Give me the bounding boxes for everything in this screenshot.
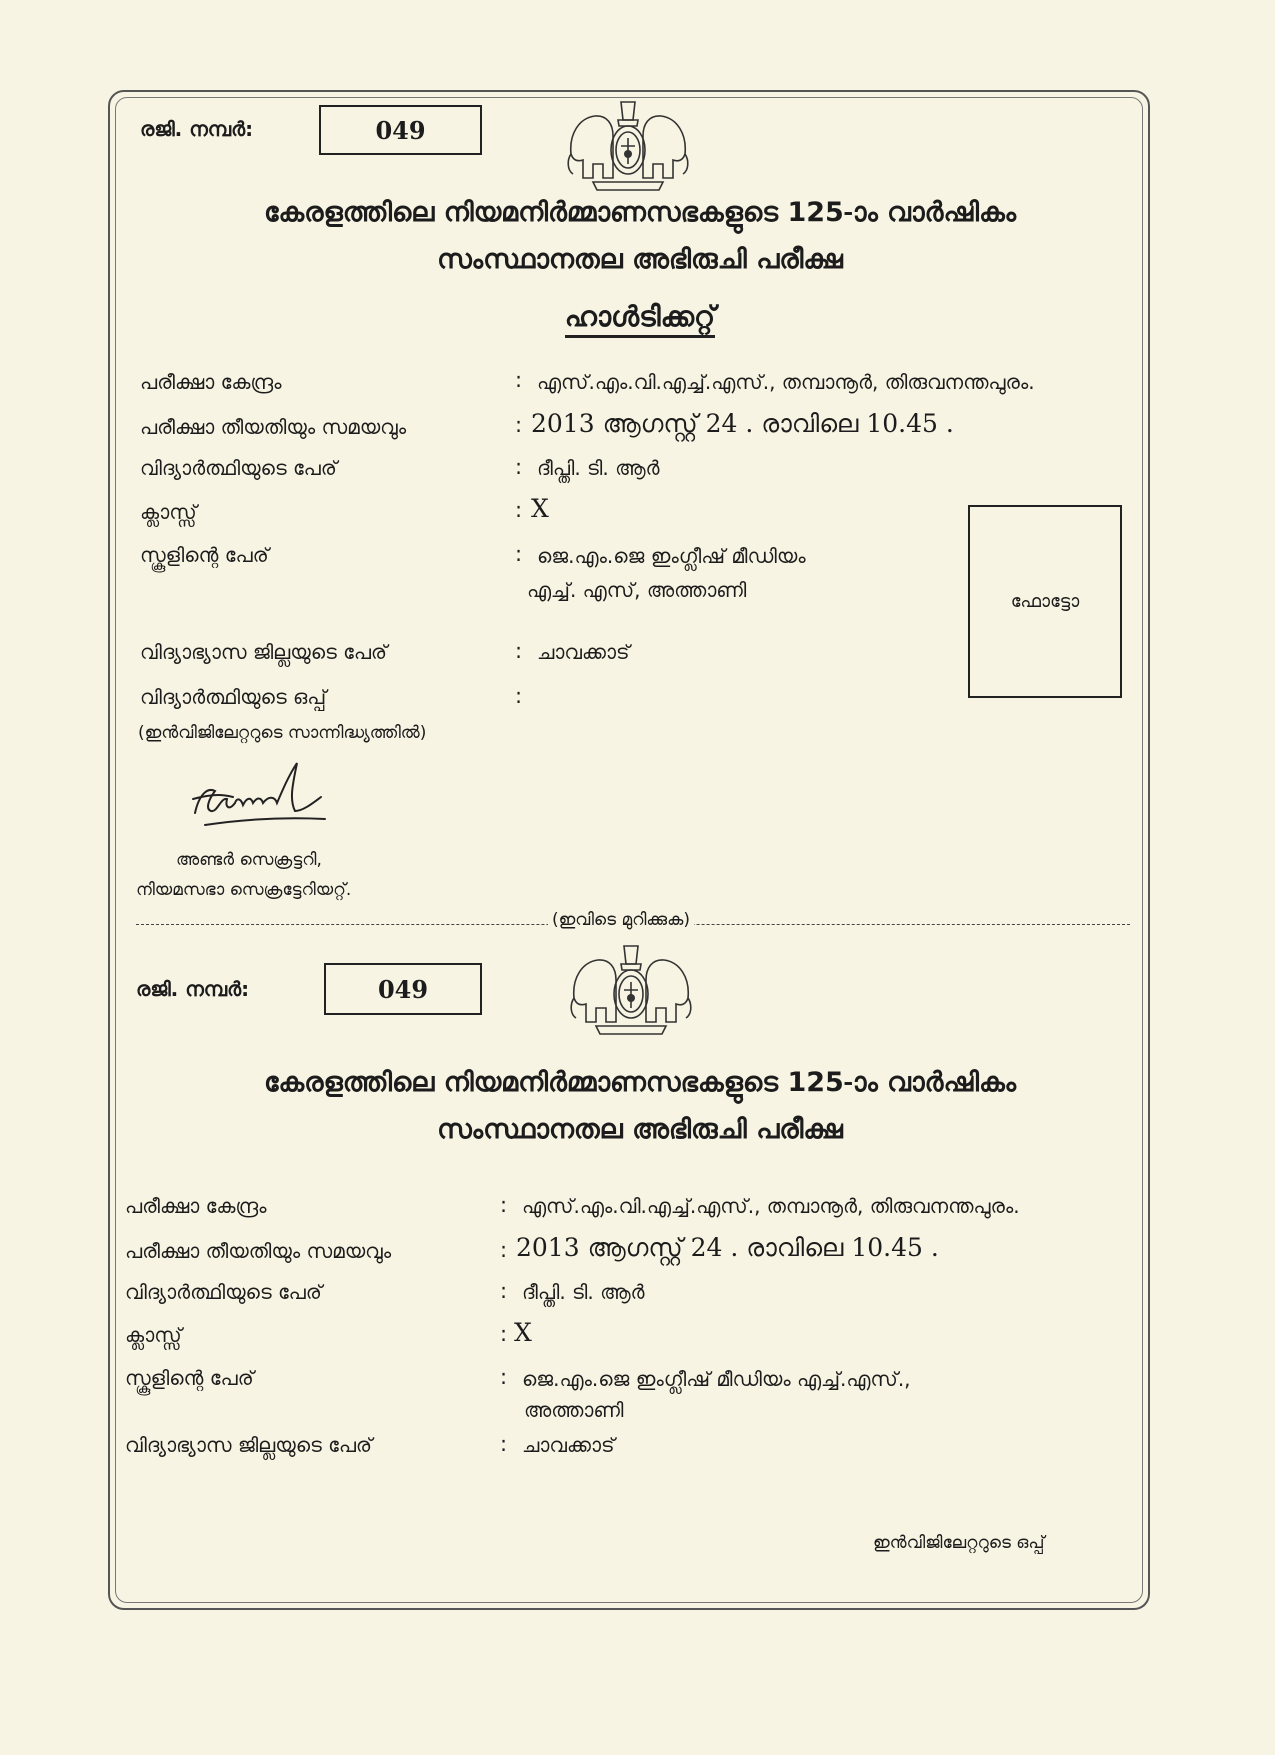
invigilator-signature-label: ഇൻവിജിലേറ്ററുടെ ഒപ്പ് (873, 1533, 1045, 1553)
handwritten-signature-icon (185, 755, 335, 843)
reg-number-label: രജി. നമ്പർ: (140, 117, 254, 141)
education-district-label: വിദ്യാഭ്യാസ ജില്ലയുടെ പേര് (125, 1433, 373, 1457)
cut-here-label: (ഇവിടെ മുറിക്കുക) (548, 910, 694, 930)
colon: : (500, 1365, 508, 1389)
education-district-label: വിദ്യാഭ്യാസ ജില്ലയുടെ പേര് (140, 640, 388, 664)
event-title-line2: സംസ്ഥാനതല അഭിരുചി പരീക്ഷ (437, 1114, 843, 1145)
signatory-office: നിയമസഭാ സെക്രട്ടേറിയറ്റ്. (136, 880, 352, 900)
colon: : (515, 368, 523, 392)
student-name-label: വിദ്യാർത്ഥിയുടെ പേര് (140, 456, 337, 480)
kerala-state-emblem-icon (566, 938, 696, 1040)
event-title-line1: കേരളത്തിലെ നിയമനിർമ്മാണസഭകളുടെ 125-ാം വാർഷികം (263, 1067, 1017, 1098)
exam-datetime-value: 2013 ആഗസ്റ്റ് 24 . രാവിലെ 10.45 . (516, 1233, 939, 1262)
colon: : (500, 1322, 508, 1346)
reg-number-box: 049 (324, 963, 482, 1015)
student-name-label: വിദ്യാർത്ഥിയുടെ പേര് (125, 1280, 322, 1304)
colon: : (515, 413, 523, 437)
invigilator-presence-note: (ഇൻവിജിലേറ്ററുടെ സാന്നിദ്ധ്യത്തിൽ) (138, 723, 427, 743)
colon: : (515, 455, 523, 479)
reg-number-label: രജി. നമ്പർ: (136, 977, 250, 1001)
student-name-value: ദീപ്തി. ടി. ആർ (537, 456, 660, 480)
photo-label: ഫോട്ടോ (1010, 591, 1080, 612)
class-label: ക്ലാസ്സ് (140, 500, 197, 524)
photo-box (968, 505, 1122, 698)
class-value: X (531, 494, 549, 523)
colon: : (500, 1193, 508, 1217)
colon: : (500, 1279, 508, 1303)
class-value: X (514, 1318, 532, 1347)
exam-centre-label: പരീക്ഷാ കേന്ദ്രം (140, 370, 282, 394)
colon: : (500, 1432, 508, 1456)
exam-centre-value: എസ്.എം.വി.എച്ച്.എസ്., തമ്പാനൂർ, തിരുവനന്തപുരം. (522, 1194, 1020, 1218)
colon: : (515, 639, 523, 663)
exam-centre-label: പരീക്ഷാ കേന്ദ്രം (125, 1194, 267, 1218)
kerala-state-emblem-icon (563, 94, 693, 196)
colon: : (515, 684, 523, 708)
school-name-value-line2: അത്താണി (524, 1398, 624, 1422)
student-name-value: ദീപ്തി. ടി. ആർ (522, 1280, 645, 1304)
school-name-label: സ്കൂളിന്റെ പേര് (140, 543, 269, 567)
reg-number-box: 049 (319, 105, 482, 155)
exam-datetime-value: 2013 ആഗസ്റ്റ് 24 . രാവിലെ 10.45 . (531, 409, 954, 438)
school-name-label: സ്കൂളിന്റെ പേര് (125, 1366, 254, 1390)
event-title-line1: കേരളത്തിലെ നിയമനിർമ്മാണസഭകളുടെ 125-ാം വാർഷികം (263, 197, 1017, 228)
colon: : (515, 498, 523, 522)
school-name-value-line2: എച്ച്. എസ്, അത്താണി (527, 578, 747, 602)
school-name-value-line1: ജെ.എം.ജെ ഇംഗ്ലീഷ് മീഡിയം (537, 544, 806, 568)
education-district-value: ചാവക്കാട് (537, 640, 630, 664)
student-signature-label: വിദ്യാർത്ഥിയുടെ ഒപ്പ് (140, 685, 327, 709)
exam-datetime-label: പരീക്ഷാ തീയതിയും സമയവും (140, 415, 407, 439)
signatory-designation: അണ്ടർ സെക്രട്ടറി, (176, 850, 322, 870)
exam-datetime-label: പരീക്ഷാ തീയതിയും സമയവും (125, 1239, 392, 1263)
hall-ticket-heading-text: ഹാൾടിക്കറ്റ് (565, 300, 715, 338)
exam-centre-value: എസ്.എം.വി.എച്ച്.എസ്., തമ്പാനൂർ, തിരുവനന്തപുരം. (537, 370, 1035, 394)
education-district-value: ചാവക്കാട് (522, 1433, 615, 1457)
school-name-value-line1: ജെ.എം.ജെ ഇംഗ്ലീഷ് മീഡിയം എച്ച്.എസ്., (522, 1367, 911, 1391)
class-label: ക്ലാസ്സ് (125, 1323, 182, 1347)
colon: : (500, 1238, 508, 1262)
colon: : (515, 542, 523, 566)
event-title-line2: സംസ്ഥാനതല അഭിരുചി പരീക്ഷ (437, 244, 843, 275)
hall-ticket-heading (120, 300, 1160, 334)
